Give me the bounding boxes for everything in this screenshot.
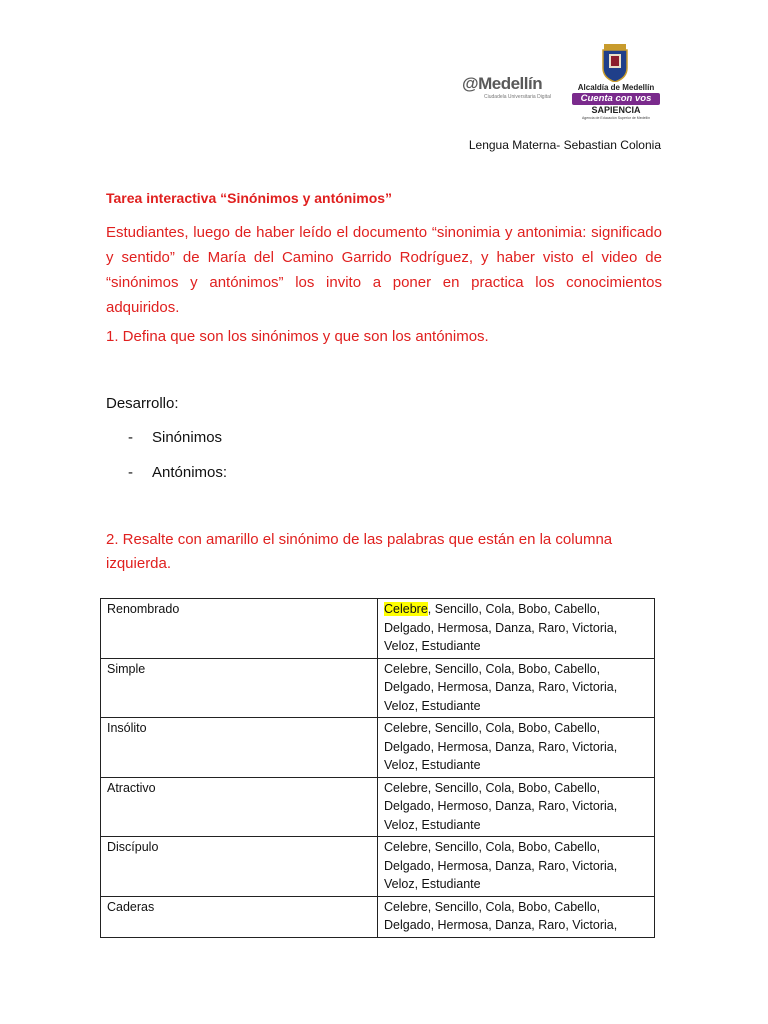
task-title: Tarea interactiva “Sinónimos y antónimos” bbox=[106, 190, 393, 206]
development-item-label: Antónimos: bbox=[152, 464, 228, 481]
medellin-wordmark: @Medellín bbox=[462, 74, 543, 93]
table-row bbox=[101, 777, 655, 837]
options-text: Celebre, Sencillo, Cola, Bobo, Cabello, Delgado, Hermoso, Danza, Raro, Victoria, Veloz, Estudiante bbox=[384, 780, 618, 832]
list-dash: - bbox=[128, 429, 133, 446]
table-options-cell[interactable] bbox=[378, 599, 655, 659]
development-item-antonyms bbox=[128, 464, 227, 481]
table-row bbox=[101, 837, 655, 897]
table-options-cell[interactable] bbox=[378, 658, 655, 718]
question-1: 1. Defina que son los sinónimos y que son los antónimos. bbox=[106, 328, 489, 345]
development-item-label: Sinónimos bbox=[152, 429, 223, 446]
list-dash: - bbox=[128, 464, 133, 481]
development-title: Desarrollo: bbox=[106, 395, 179, 412]
options-text: Celebre, Sencillo, Cola, Bobo, Cabello, Delgado, Hermosa, Danza, Raro, Victoria, bbox=[384, 899, 618, 932]
table-word-cell: Atractivo bbox=[101, 777, 378, 837]
table-word-cell: Simple bbox=[101, 658, 378, 718]
options-text: Celebre, Sencillo, Cola, Bobo, Cabello, Delgado, Hermosa, Danza, Raro, Victoria, Veloz, Estudiante bbox=[384, 721, 618, 772]
options-text: Celebre, Sencillo, Cola, Bobo, Cabello, Delgado, Hermosa, Danza, Raro, Victoria, Veloz, Estudiante bbox=[384, 661, 618, 713]
synonym-table bbox=[100, 598, 655, 938]
table-row bbox=[101, 718, 655, 778]
table-word-cell: Discípulo bbox=[101, 837, 378, 897]
options-text: , Sencillo, Cola, Bobo, Cabello, Delgado, Hermosa, Danza, Raro, Victoria, Veloz, Estudiante bbox=[384, 602, 618, 653]
table-options-cell[interactable] bbox=[378, 777, 655, 837]
author-line: Lengua Materna- Sebastian Colonia bbox=[468, 138, 661, 152]
table-row bbox=[101, 599, 655, 659]
sapiencia-subtitle: Agencia de Educación Superior de Medellín bbox=[581, 116, 651, 120]
table-options-cell[interactable] bbox=[378, 718, 655, 778]
question-2: 2. Resalte con amarillo el sinónimo de las palabras que están en la columna izquierda. bbox=[106, 531, 613, 572]
alcaldia-name: Alcaldía de Medellín bbox=[577, 83, 655, 92]
alcaldia-logo bbox=[570, 44, 662, 122]
task-intro: Estudiantes, luego de haber leído el documento “sinonimia y antonimia: significado y sentido” de María del Camino Garrido Rodríguez, y haber visto el video de “sinónimos y antónimos” los invito a poner en practica los conocimientos adquiridos. bbox=[106, 224, 662, 316]
highlighted-option[interactable]: Celebre bbox=[384, 602, 428, 616]
sapiencia-name: SAPIENCIA bbox=[591, 105, 641, 115]
development-item-synonyms bbox=[128, 429, 222, 446]
crest-icon bbox=[600, 44, 630, 82]
table-options-cell[interactable] bbox=[378, 837, 655, 897]
table-options-cell[interactable] bbox=[378, 896, 655, 937]
table-word-cell: Renombrado bbox=[101, 599, 378, 659]
alcaldia-slogan: Cuenta con vos bbox=[572, 93, 660, 105]
table-word-cell: Caderas bbox=[101, 896, 378, 937]
table-row bbox=[101, 658, 655, 718]
medellin-subtitle: Ciudadela Universitaria Digital bbox=[484, 94, 551, 100]
table-row bbox=[101, 896, 655, 937]
options-text: Celebre, Sencillo, Cola, Bobo, Cabello, Delgado, Hermosa, Danza, Raro, Victoria, Veloz, Estudiante bbox=[384, 840, 618, 891]
medellin-logo bbox=[462, 74, 562, 104]
table-word-cell: Insólito bbox=[101, 718, 378, 778]
